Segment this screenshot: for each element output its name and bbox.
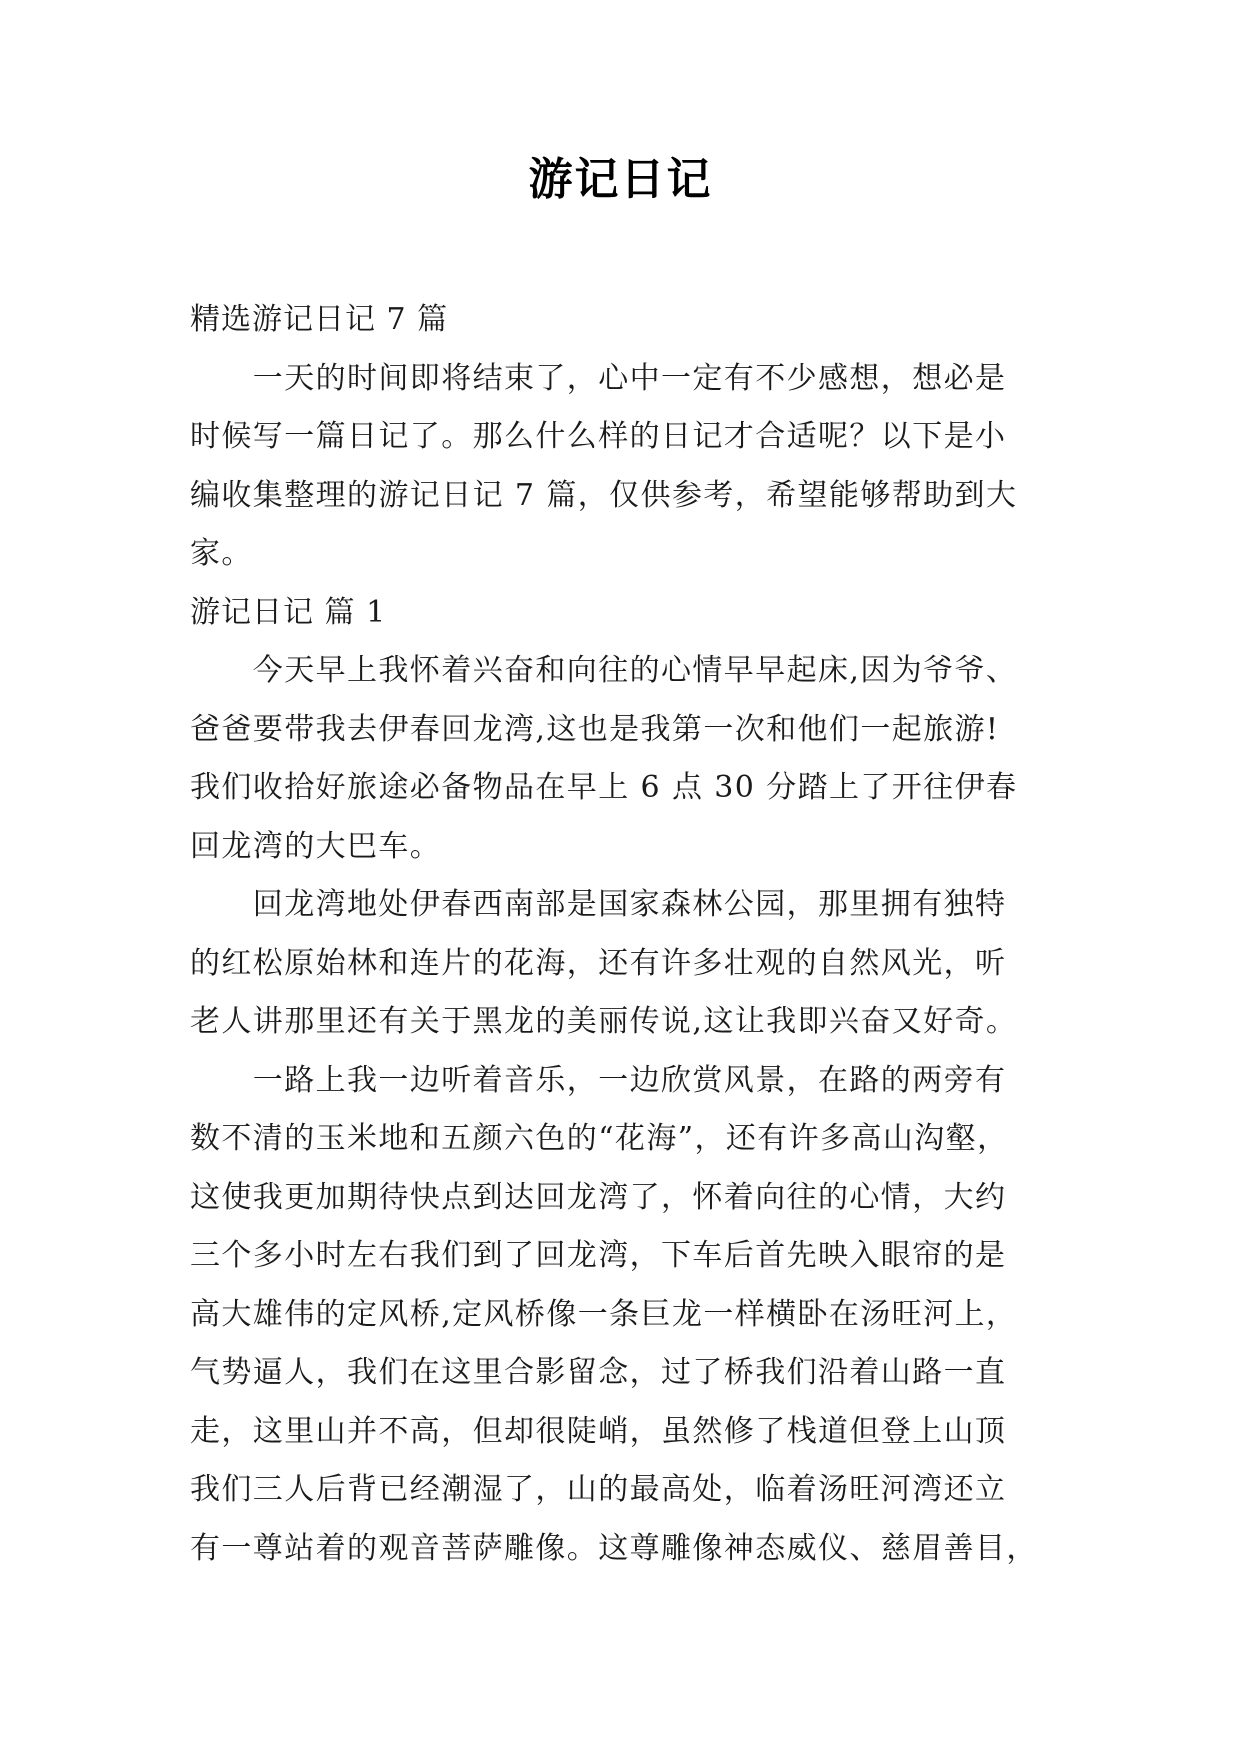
chapter-heading: 游记日记 篇 1 — [190, 594, 387, 630]
body-line-15: 我们三人后背已经潮湿了，山的最高处，临着汤旺河湾还立 — [190, 1472, 1007, 1507]
intro-line-3: 编收集整理的游记日记 7 篇，仅供参考，希望能够帮助到大 — [190, 477, 1018, 513]
document-title: 游记日记 — [528, 154, 713, 205]
body-line-8: 一路上我一边听着音乐，一边欣赏风景，在路的两旁有 — [190, 1062, 1007, 1098]
body-line-13: 气势逼人，我们在这里合影留念，过了桥我们沿着山路一直 — [190, 1355, 1007, 1390]
intro-line-1: 一天的时间即将结束了，心中一定有不少感想，想必是 — [190, 360, 1007, 396]
body-line-6: 的红松原始林和连片的花海，还有许多壮观的自然风光，听 — [190, 945, 1007, 981]
body-line-10: 这使我更加期待快点到达回龙湾了，怀着向往的心情，大约 — [190, 1179, 1007, 1215]
body-line-7: 老人讲那里还有关于黑龙的美丽传说,这让我即兴奋又好奇。 — [190, 1004, 1018, 1039]
intro-line-2: 时候写一篇日记了。那么什么样的日记才合适呢？以下是小 — [190, 419, 1007, 454]
body-line-1: 今天早上我怀着兴奋和向往的心情早早起床,因为爷爷、 — [190, 653, 1018, 688]
collection-heading: 精选游记日记 7 篇 — [190, 302, 449, 337]
body-line-11: 三个多小时左右我们到了回龙湾，下车后首先映入眼帘的是 — [190, 1238, 1007, 1273]
body-line-3: 我们收拾好旅途必备物品在早上 6 点 30 分踏上了开往伊春 — [190, 770, 1018, 805]
intro-line-4: 家。 — [190, 536, 253, 571]
body-line-9: 数不清的玉米地和五颜六色的“花海”，还有许多高山沟壑， — [190, 1121, 1009, 1156]
body-line-12: 高大雄伟的定风桥,定风桥像一条巨龙一样横卧在汤旺河上， — [190, 1296, 1018, 1332]
body-line-14: 走，这里山并不高，但却很陡峭，虽然修了栈道但登上山顶 — [190, 1413, 1007, 1449]
body-line-16: 有一尊站着的观音菩萨雕像。这尊雕像神态威仪、慈眉善目， — [190, 1530, 1038, 1566]
body-line-4: 回龙湾的大巴车。 — [190, 828, 442, 864]
document-body — [190, 291, 1058, 1578]
body-line-2: 爸爸要带我去伊春回龙湾,这也是我第一次和他们一起旅游! — [190, 711, 1000, 747]
body-line-5: 回龙湾地处伊春西南部是国家森林公园，那里拥有独特 — [190, 887, 1007, 922]
